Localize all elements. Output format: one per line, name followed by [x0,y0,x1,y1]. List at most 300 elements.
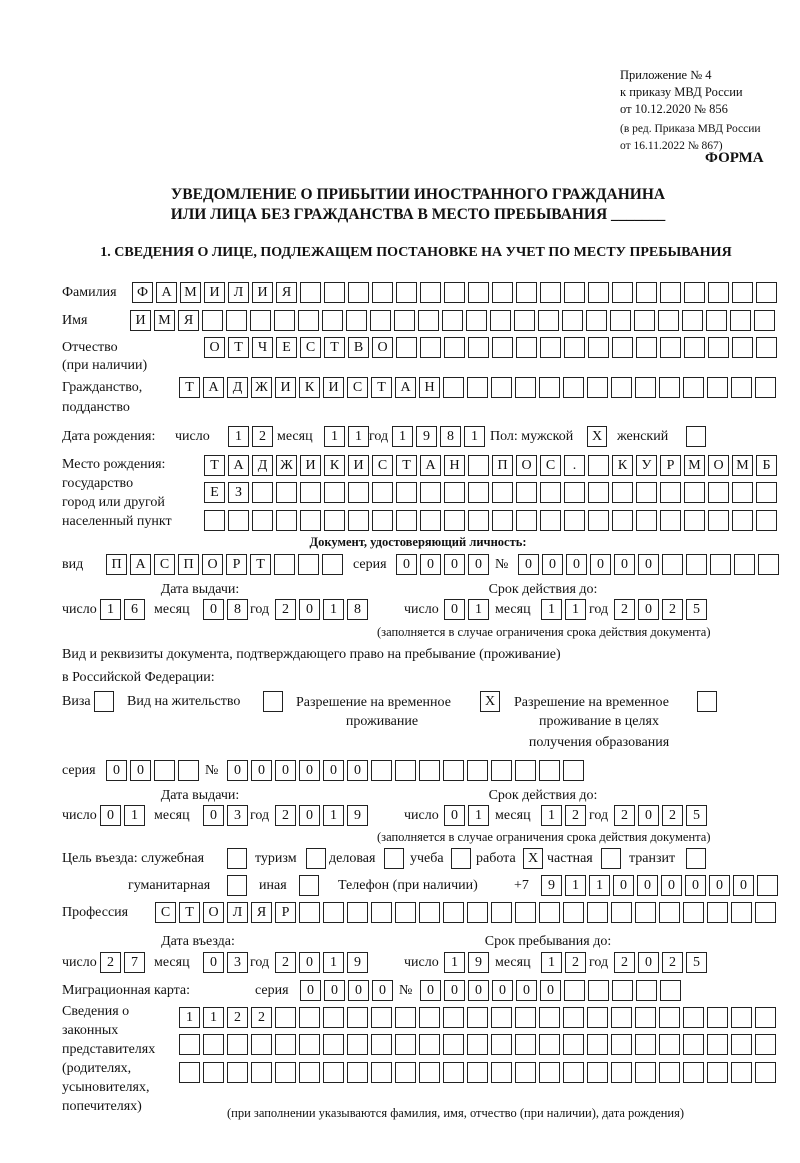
char-cell[interactable] [707,902,728,923]
char-cell[interactable]: 9 [541,875,562,896]
char-cell[interactable]: Т [324,337,345,358]
char-cell[interactable] [539,902,560,923]
char-cell[interactable] [467,1007,488,1028]
char-cell[interactable]: 0 [300,980,321,1001]
char-cell[interactable] [660,282,681,303]
char-cell[interactable] [564,482,585,503]
purpose-tourism-checkbox[interactable] [306,848,326,869]
char-cell[interactable]: А [395,377,416,398]
char-cell[interactable]: Я [251,902,272,923]
char-cell[interactable]: 2 [662,952,683,973]
birth-day-field[interactable] [228,426,276,447]
char-cell[interactable]: 0 [347,760,368,781]
char-cell[interactable]: 1 [541,952,562,973]
char-cell[interactable] [611,1007,632,1028]
char-cell[interactable] [418,310,439,331]
char-cell[interactable]: С [540,455,561,476]
purpose-humanitarian-checkbox[interactable] [227,875,247,896]
char-cell[interactable]: 0 [203,805,224,826]
char-cell[interactable] [348,282,369,303]
char-cell[interactable] [251,1062,272,1083]
char-cell[interactable] [371,1062,392,1083]
char-cell[interactable] [587,902,608,923]
char-cell[interactable]: 1 [179,1007,200,1028]
char-cell[interactable] [563,902,584,923]
char-cell[interactable] [563,377,584,398]
char-cell[interactable]: П [106,554,127,575]
char-cell[interactable] [371,1034,392,1055]
char-cell[interactable]: М [154,310,175,331]
char-cell[interactable] [636,980,657,1001]
char-cell[interactable] [444,282,465,303]
char-cell[interactable]: 0 [540,980,561,1001]
profession-field[interactable] [155,902,779,923]
char-cell[interactable] [371,1007,392,1028]
char-cell[interactable] [515,760,536,781]
char-cell[interactable] [755,1062,776,1083]
char-cell[interactable] [658,310,679,331]
char-cell[interactable] [444,482,465,503]
purpose-other-checkbox[interactable] [299,875,319,896]
char-cell[interactable]: О [708,455,729,476]
char-cell[interactable] [515,1034,536,1055]
char-cell[interactable]: 2 [614,599,635,620]
char-cell[interactable] [322,554,343,575]
char-cell[interactable] [276,510,297,531]
char-cell[interactable] [756,510,777,531]
char-cell[interactable] [611,377,632,398]
char-cell[interactable]: 0 [444,805,465,826]
char-cell[interactable] [563,1062,584,1083]
char-cell[interactable] [755,1007,776,1028]
char-cell[interactable] [371,760,392,781]
char-cell[interactable] [419,1034,440,1055]
purpose-work-checkbox[interactable]: X [523,848,543,869]
char-cell[interactable]: П [492,455,513,476]
char-cell[interactable]: 1 [323,952,344,973]
char-cell[interactable] [612,482,633,503]
char-cell[interactable] [348,510,369,531]
char-cell[interactable] [756,337,777,358]
char-cell[interactable] [443,1007,464,1028]
char-cell[interactable]: С [155,902,176,923]
char-cell[interactable]: 0 [590,554,611,575]
char-cell[interactable] [275,1007,296,1028]
char-cell[interactable]: 0 [106,760,127,781]
char-cell[interactable] [179,1062,200,1083]
birth-place-field-2[interactable] [204,482,780,503]
char-cell[interactable] [323,1007,344,1028]
char-cell[interactable] [396,482,417,503]
char-cell[interactable] [443,1062,464,1083]
visa-checkbox[interactable] [94,691,114,712]
char-cell[interactable] [732,482,753,503]
char-cell[interactable] [538,310,559,331]
birth-month-field[interactable] [324,426,372,447]
char-cell[interactable] [299,902,320,923]
char-cell[interactable]: С [154,554,175,575]
char-cell[interactable]: 2 [662,805,683,826]
char-cell[interactable] [539,1007,560,1028]
char-cell[interactable]: Я [276,282,297,303]
char-cell[interactable]: 2 [662,599,683,620]
char-cell[interactable]: 2 [251,1007,272,1028]
char-cell[interactable] [202,310,223,331]
char-cell[interactable] [539,1062,560,1083]
char-cell[interactable] [443,377,464,398]
char-cell[interactable] [395,1007,416,1028]
char-cell[interactable] [662,554,683,575]
char-cell[interactable] [252,482,273,503]
char-cell[interactable] [299,1062,320,1083]
char-cell[interactable]: 9 [416,426,437,447]
char-cell[interactable] [324,482,345,503]
entry-year-field[interactable] [275,952,371,973]
char-cell[interactable]: К [612,455,633,476]
char-cell[interactable] [731,902,752,923]
char-cell[interactable]: 1 [323,805,344,826]
char-cell[interactable]: 0 [299,599,320,620]
char-cell[interactable] [564,510,585,531]
char-cell[interactable] [516,282,537,303]
char-cell[interactable]: 8 [227,599,248,620]
char-cell[interactable] [610,310,631,331]
char-cell[interactable] [443,1034,464,1055]
temp-residence-edu-checkbox[interactable] [697,691,717,712]
char-cell[interactable]: 0 [709,875,730,896]
char-cell[interactable]: Л [228,282,249,303]
char-cell[interactable] [636,337,657,358]
char-cell[interactable] [492,282,513,303]
char-cell[interactable] [588,282,609,303]
purpose-service-checkbox[interactable] [227,848,247,869]
char-cell[interactable] [612,980,633,1001]
char-cell[interactable] [564,980,585,1001]
char-cell[interactable]: И [323,377,344,398]
char-cell[interactable] [540,510,561,531]
char-cell[interactable] [419,1007,440,1028]
char-cell[interactable] [491,902,512,923]
char-cell[interactable] [563,1007,584,1028]
char-cell[interactable]: И [130,310,151,331]
char-cell[interactable]: 0 [468,554,489,575]
char-cell[interactable]: Т [250,554,271,575]
char-cell[interactable]: Н [419,377,440,398]
char-cell[interactable] [323,902,344,923]
migration-number-field[interactable] [420,980,684,1001]
char-cell[interactable] [468,455,489,476]
char-cell[interactable] [227,1062,248,1083]
char-cell[interactable] [204,510,225,531]
char-cell[interactable]: 0 [100,805,121,826]
char-cell[interactable] [348,482,369,503]
char-cell[interactable]: Т [228,337,249,358]
char-cell[interactable] [611,902,632,923]
char-cell[interactable]: 0 [227,760,248,781]
char-cell[interactable]: 0 [638,599,659,620]
char-cell[interactable] [587,377,608,398]
char-cell[interactable]: 2 [227,1007,248,1028]
char-cell[interactable] [683,1034,704,1055]
char-cell[interactable]: 2 [275,952,296,973]
char-cell[interactable]: Е [276,337,297,358]
char-cell[interactable] [612,510,633,531]
char-cell[interactable]: 0 [299,805,320,826]
char-cell[interactable] [754,310,775,331]
char-cell[interactable] [203,1062,224,1083]
char-cell[interactable] [274,554,295,575]
char-cell[interactable] [587,1007,608,1028]
char-cell[interactable]: 1 [444,952,465,973]
char-cell[interactable]: 9 [468,952,489,973]
char-cell[interactable] [275,1062,296,1083]
char-cell[interactable]: А [420,455,441,476]
char-cell[interactable]: 0 [638,805,659,826]
char-cell[interactable] [467,377,488,398]
reps-field-1[interactable] [179,1007,779,1028]
purpose-business-checkbox[interactable] [384,848,404,869]
char-cell[interactable] [395,1034,416,1055]
stay-issue-year-field[interactable] [275,805,371,826]
char-cell[interactable]: К [324,455,345,476]
char-cell[interactable] [395,1062,416,1083]
migration-series-field[interactable] [300,980,396,1001]
char-cell[interactable]: 2 [275,805,296,826]
char-cell[interactable]: 0 [275,760,296,781]
char-cell[interactable]: 1 [565,875,586,896]
char-cell[interactable] [586,310,607,331]
char-cell[interactable]: 0 [420,980,441,1001]
char-cell[interactable]: Р [660,455,681,476]
char-cell[interactable]: 2 [565,805,586,826]
char-cell[interactable]: 0 [468,980,489,1001]
char-cell[interactable] [732,282,753,303]
char-cell[interactable] [372,282,393,303]
char-cell[interactable] [659,902,680,923]
sex-male-checkbox[interactable]: X [587,426,607,447]
char-cell[interactable]: А [156,282,177,303]
char-cell[interactable] [659,1062,680,1083]
char-cell[interactable] [226,310,247,331]
char-cell[interactable]: 2 [565,952,586,973]
char-cell[interactable] [731,377,752,398]
char-cell[interactable]: 0 [614,554,635,575]
char-cell[interactable] [276,482,297,503]
char-cell[interactable] [755,377,776,398]
char-cell[interactable]: Ж [276,455,297,476]
char-cell[interactable] [539,1034,560,1055]
char-cell[interactable] [635,1034,656,1055]
char-cell[interactable] [228,510,249,531]
char-cell[interactable] [634,310,655,331]
char-cell[interactable] [396,282,417,303]
char-cell[interactable] [420,482,441,503]
char-cell[interactable] [635,902,656,923]
char-cell[interactable] [588,455,609,476]
char-cell[interactable]: У [636,455,657,476]
char-cell[interactable] [298,554,319,575]
char-cell[interactable] [516,482,537,503]
char-cell[interactable]: 0 [203,599,224,620]
char-cell[interactable] [322,310,343,331]
char-cell[interactable] [684,510,705,531]
char-cell[interactable] [708,282,729,303]
id-issue-day-field[interactable] [100,599,148,620]
char-cell[interactable]: 1 [124,805,145,826]
char-cell[interactable]: Т [204,455,225,476]
char-cell[interactable]: 0 [542,554,563,575]
char-cell[interactable] [371,902,392,923]
purpose-study-checkbox[interactable] [451,848,471,869]
char-cell[interactable] [562,310,583,331]
id-issue-year-field[interactable] [275,599,371,620]
char-cell[interactable]: 5 [686,952,707,973]
char-cell[interactable]: Ф [132,282,153,303]
char-cell[interactable] [516,510,537,531]
char-cell[interactable]: О [203,902,224,923]
char-cell[interactable] [683,1007,704,1028]
char-cell[interactable] [587,1034,608,1055]
char-cell[interactable] [612,282,633,303]
char-cell[interactable] [346,310,367,331]
char-cell[interactable] [347,1034,368,1055]
char-cell[interactable]: С [300,337,321,358]
char-cell[interactable] [730,310,751,331]
char-cell[interactable] [539,760,560,781]
char-cell[interactable]: 1 [228,426,249,447]
char-cell[interactable]: 8 [347,599,368,620]
char-cell[interactable] [347,1062,368,1083]
reps-field-3[interactable] [179,1062,779,1083]
sex-female-checkbox[interactable] [686,426,706,447]
char-cell[interactable]: И [204,282,225,303]
char-cell[interactable] [250,310,271,331]
char-cell[interactable] [588,510,609,531]
char-cell[interactable]: Т [179,377,200,398]
char-cell[interactable] [659,1034,680,1055]
char-cell[interactable] [734,554,755,575]
char-cell[interactable] [323,1062,344,1083]
char-cell[interactable]: 2 [614,805,635,826]
char-cell[interactable]: 1 [468,599,489,620]
char-cell[interactable] [731,1034,752,1055]
char-cell[interactable] [396,510,417,531]
char-cell[interactable]: М [180,282,201,303]
char-cell[interactable]: О [204,337,225,358]
char-cell[interactable] [563,1034,584,1055]
char-cell[interactable] [274,310,295,331]
char-cell[interactable]: 0 [613,875,634,896]
stay-valid-day-field[interactable] [444,805,492,826]
char-cell[interactable]: Е [204,482,225,503]
char-cell[interactable]: З [228,482,249,503]
char-cell[interactable] [467,1034,488,1055]
char-cell[interactable] [708,337,729,358]
char-cell[interactable] [419,1062,440,1083]
char-cell[interactable]: 0 [518,554,539,575]
char-cell[interactable] [490,310,511,331]
char-cell[interactable] [468,510,489,531]
stay-issue-day-field[interactable] [100,805,148,826]
char-cell[interactable] [443,902,464,923]
char-cell[interactable]: 0 [733,875,754,896]
purpose-private-checkbox[interactable] [601,848,621,869]
name-field[interactable] [130,310,778,331]
char-cell[interactable] [707,1034,728,1055]
char-cell[interactable] [394,310,415,331]
char-cell[interactable] [372,482,393,503]
char-cell[interactable]: 0 [444,980,465,1001]
char-cell[interactable]: И [275,377,296,398]
char-cell[interactable] [659,1007,680,1028]
stay-issue-month-field[interactable] [203,805,251,826]
char-cell[interactable] [540,337,561,358]
char-cell[interactable] [684,337,705,358]
char-cell[interactable] [684,482,705,503]
surname-field[interactable] [132,282,780,303]
char-cell[interactable]: И [348,455,369,476]
char-cell[interactable] [443,760,464,781]
id-kind-field[interactable] [106,554,346,575]
char-cell[interactable] [708,510,729,531]
char-cell[interactable] [178,760,199,781]
char-cell[interactable]: Р [275,902,296,923]
char-cell[interactable]: 1 [324,426,345,447]
char-cell[interactable] [540,282,561,303]
char-cell[interactable] [466,310,487,331]
char-cell[interactable] [635,377,656,398]
citizenship-field[interactable] [179,377,779,398]
stay-valid-month-field[interactable] [541,805,589,826]
char-cell[interactable]: А [203,377,224,398]
char-cell[interactable] [684,282,705,303]
char-cell[interactable]: Б [756,455,777,476]
id-valid-day-field[interactable] [444,599,492,620]
char-cell[interactable] [611,1062,632,1083]
birth-place-field-1[interactable] [204,455,780,476]
char-cell[interactable]: 2 [275,599,296,620]
char-cell[interactable] [540,482,561,503]
char-cell[interactable]: Н [444,455,465,476]
char-cell[interactable]: Ч [252,337,273,358]
birth-place-field-3[interactable] [204,510,780,531]
char-cell[interactable] [468,337,489,358]
char-cell[interactable]: А [228,455,249,476]
stay-number-field[interactable] [227,760,587,781]
stay-until-year-field[interactable] [614,952,710,973]
char-cell[interactable]: И [300,455,321,476]
char-cell[interactable] [467,1062,488,1083]
char-cell[interactable] [347,902,368,923]
char-cell[interactable] [491,1062,512,1083]
char-cell[interactable]: 0 [251,760,272,781]
char-cell[interactable] [420,510,441,531]
char-cell[interactable]: 0 [396,554,417,575]
char-cell[interactable]: 2 [614,952,635,973]
char-cell[interactable] [659,377,680,398]
char-cell[interactable] [660,337,681,358]
char-cell[interactable] [515,1007,536,1028]
char-cell[interactable] [491,760,512,781]
char-cell[interactable] [731,1007,752,1028]
char-cell[interactable]: 0 [299,760,320,781]
char-cell[interactable] [324,510,345,531]
char-cell[interactable] [492,337,513,358]
residence-permit-checkbox[interactable] [263,691,283,712]
char-cell[interactable] [300,482,321,503]
char-cell[interactable]: 0 [203,952,224,973]
char-cell[interactable]: Т [179,902,200,923]
